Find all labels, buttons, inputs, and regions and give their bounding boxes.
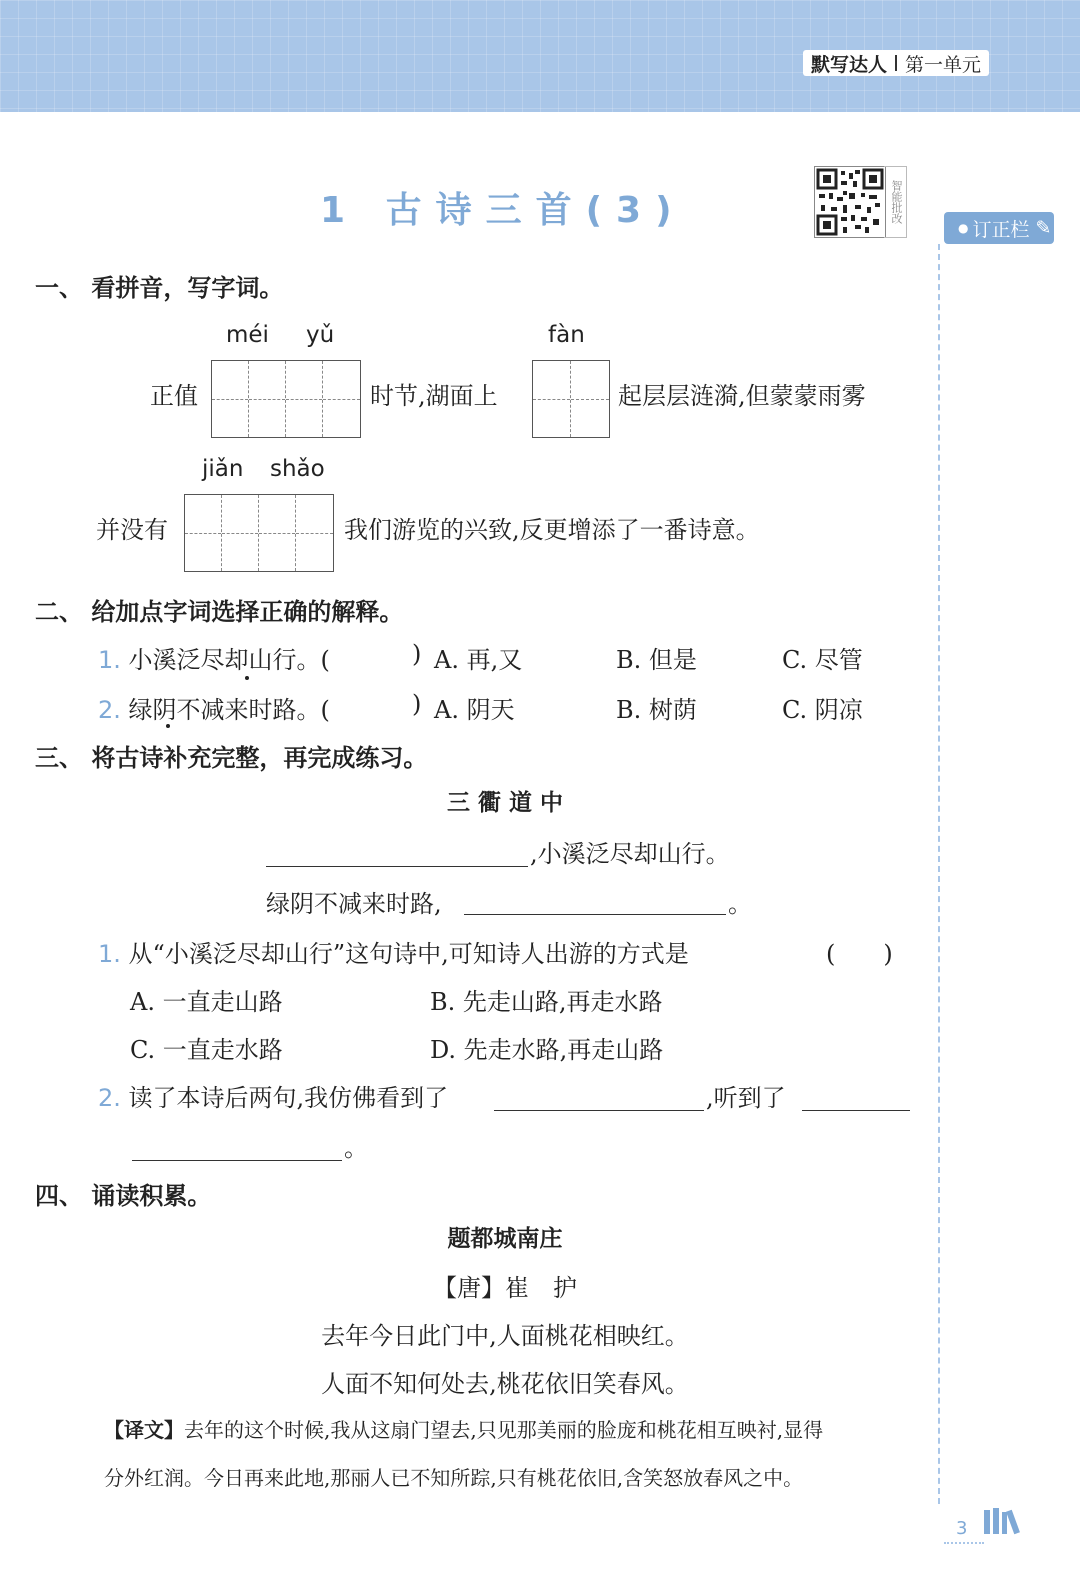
translation-line-2: 分外红润。今日再来此地,那丽人已不知所踪,只有桃花依旧,含笑怒放春风之中。 — [104, 1466, 804, 1490]
qr-code-icon[interactable] — [814, 166, 886, 238]
answer-paren-close: ) — [412, 690, 422, 718]
option-c[interactable]: C. 阴凉 — [782, 696, 863, 724]
option-a[interactable]: A. 再,又 — [434, 646, 523, 674]
pinyin-mei: méi — [226, 322, 269, 348]
correction-column-divider — [938, 244, 940, 1504]
option-d[interactable]: D. 先走水路,再走山路 — [430, 1036, 664, 1064]
emphasis-dot — [245, 676, 249, 680]
pinyin-shao: shǎo — [270, 456, 325, 482]
fill-blank-line[interactable] — [266, 866, 528, 867]
bullet-icon: ● — [958, 221, 969, 235]
pencil-icon: ✎ — [1035, 217, 1052, 239]
option-b[interactable]: B. 树荫 — [616, 696, 697, 724]
writing-box-jianshao[interactable] — [184, 494, 334, 572]
option-a[interactable]: A. 一直走山路 — [130, 988, 283, 1016]
question-3-1: 1. 从“小溪泛尽却山行”这句诗中,可知诗人出游的方式是 — [98, 940, 689, 968]
sentence-text: 我们游览的兴致,反更增添了一番诗意。 — [344, 516, 760, 544]
lesson-title: 1 古诗三首(3) — [320, 190, 686, 231]
fill-blank-line[interactable] — [802, 1110, 910, 1111]
sentence-text: 正值 — [150, 382, 198, 410]
pinyin-fan: fàn — [548, 322, 585, 348]
question-2-2: 2. 绿阴不减来时路。( — [98, 696, 330, 724]
fill-blank-line[interactable] — [132, 1160, 342, 1161]
poem-title: 三 衢 道 中 — [446, 790, 564, 816]
option-c[interactable]: C. 尽管 — [782, 646, 863, 674]
option-a[interactable]: A. 阴天 — [434, 696, 515, 724]
section-2-heading: 二、 给加点字词选择正确的解释。 — [35, 598, 404, 626]
poem-line: 去年今日此门中,人面桃花相映红。 — [321, 1322, 689, 1350]
book-series-label: 默写达人 — [811, 53, 888, 76]
sentence-text: 时节,湖面上 — [370, 382, 498, 410]
fill-blank-line[interactable] — [464, 914, 726, 915]
fill-blank-line[interactable] — [494, 1110, 704, 1111]
section-3-heading: 三、 将古诗补充完整，再完成练习。 — [35, 744, 428, 772]
poem-line: 人面不知何处去,桃花依旧笑春风。 — [321, 1370, 689, 1398]
question-text: ,听到了 — [706, 1084, 786, 1112]
section-4-heading: 四、 诵读积累。 — [35, 1182, 212, 1210]
option-b[interactable]: B. 先走山路,再走水路 — [430, 988, 663, 1016]
sentence-text: 并没有 — [96, 516, 168, 544]
writing-box-meiyu[interactable] — [211, 360, 361, 438]
books-icon — [982, 1506, 1022, 1536]
smart-grading-label: 智能批改 — [884, 166, 907, 238]
emphasis-dot — [166, 724, 170, 728]
question-3-2: 2. 读了本诗后两句,我仿佛看到了 — [98, 1084, 449, 1112]
translation-line-1: 【译文】去年的这个时候,我从这扇门望去,只见那美丽的脸庞和桃花相互映衬,显得 — [104, 1418, 824, 1442]
option-b[interactable]: B. 但是 — [616, 646, 697, 674]
poem-line: ,小溪泛尽却山行。 — [530, 840, 730, 868]
writing-box-fan[interactable] — [532, 360, 610, 438]
section-1-heading: 一、 看拼音，写字词。 — [35, 274, 284, 302]
poem-title: 题都城南庄 — [447, 1226, 563, 1252]
correction-tab-label: 订正栏 — [972, 218, 1030, 241]
unit-tag — [803, 50, 989, 76]
option-c[interactable]: C. 一直走水路 — [130, 1036, 283, 1064]
poem-line: 绿阴不减来时路, — [266, 890, 442, 918]
sentence-text: 起层层涟漪,但蒙蒙雨雾 — [618, 382, 866, 410]
poem-line-end: 。 — [728, 890, 752, 918]
page-number: 3 — [956, 1518, 968, 1539]
question-2-1: 1. 小溪泛尽却山行。( — [98, 646, 330, 674]
correction-column-tab[interactable] — [944, 212, 1054, 244]
answer-paren[interactable]: ( ) — [826, 940, 893, 968]
unit-label: 第一单元 — [905, 53, 982, 76]
pinyin-yu: yǔ — [306, 322, 335, 348]
poem-author: 【唐】崔 护 — [433, 1274, 577, 1302]
answer-paren-close: ) — [412, 640, 422, 668]
pinyin-jian: jiǎn — [202, 456, 244, 482]
question-text-end: 。 — [344, 1134, 368, 1162]
